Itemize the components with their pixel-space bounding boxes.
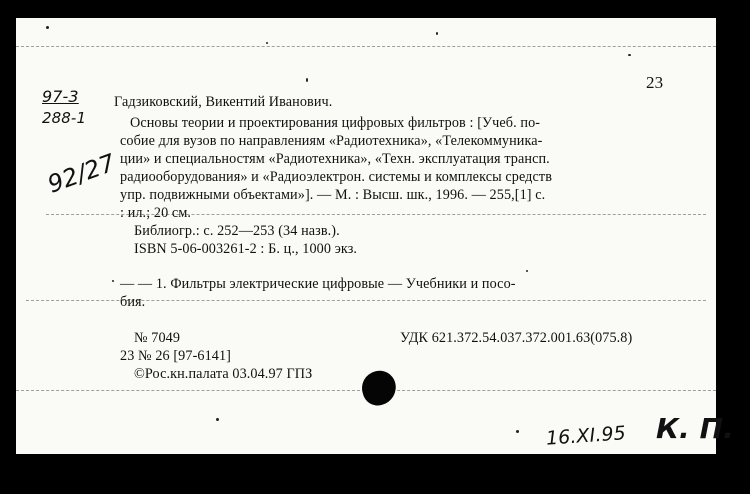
card-number: 23 № 26 [97-6141] <box>120 348 231 364</box>
page-number: 23 <box>646 73 664 92</box>
scan-speck <box>266 42 268 44</box>
scan-speck <box>46 26 49 29</box>
subject-heading: бия. <box>120 294 146 310</box>
handwritten-initials: К. П. <box>656 412 734 445</box>
bibliography-note: Библиогр.: с. 252—253 (34 назв.). <box>134 223 340 239</box>
title-line: упр. подвижными объектами»]. — М. : Высш. шк., 1996. — 255,[1] с. <box>120 187 546 203</box>
margin-handwriting: 92/27 <box>43 148 119 199</box>
isbn-line: ISBN 5-06-003261-2 : Б. ц., 1000 экз. <box>134 241 358 257</box>
shelfmark-top: 97-3 <box>42 87 79 106</box>
udk-code: УДК 621.372.54.037.372.001.63(075.8) <box>400 330 633 346</box>
handwritten-date: 16.XI.95 <box>545 422 627 450</box>
scan-speck <box>516 430 519 433</box>
scan-speck <box>216 418 219 421</box>
scan-speck <box>436 32 438 35</box>
title-line: Основы теории и проектирования цифровых фильтров : [Учеб. по- <box>130 115 541 131</box>
record-number: № 7049 <box>134 330 181 346</box>
chamber-stamp: ©Рос.кн.палата 03.04.97 ГПЗ <box>134 366 313 382</box>
title-line: собие для вузов по направлениям «Радиотехника», «Телекоммуника- <box>120 133 543 149</box>
scan-speck <box>306 78 308 82</box>
catalog-card <box>16 18 734 454</box>
scan-speck <box>112 280 114 282</box>
shelfmark-bottom: 288-1 <box>42 109 87 127</box>
title-line: ции» и специальностям «Радиотехника», «Техн. эксплуатация трансп. <box>120 151 550 167</box>
title-line: : ил.; 20 см. <box>120 205 192 221</box>
scan-line <box>16 46 716 47</box>
ink-blot <box>358 367 400 409</box>
subject-heading: — — 1. Фильтры электрические цифровые — Учебники и посо- <box>120 276 516 292</box>
author-heading: Гадзиковский, Викентий Иванович. <box>114 94 333 110</box>
scan-speck <box>526 270 528 272</box>
title-line: радиооборудования» и «Радиоэлектрон. системы и комплексы средств <box>120 169 552 185</box>
scan-speck <box>628 54 631 56</box>
